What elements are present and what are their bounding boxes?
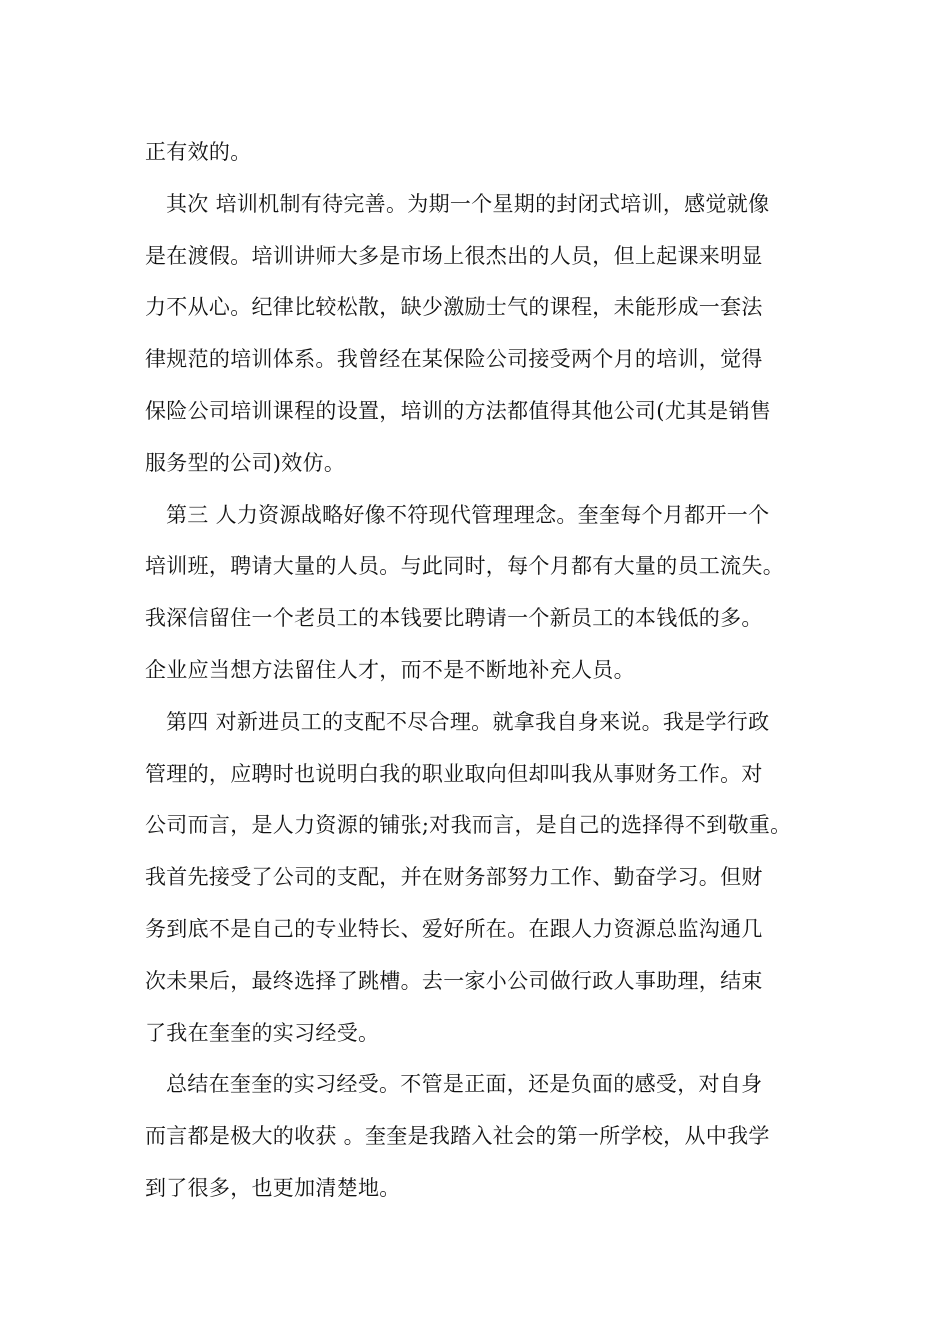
text-line: 其次 培训机制有待完善。为期一个星期的封闭式培训，感觉就像: [166, 191, 770, 216]
text-line: 我深信留住一个老员工的本钱要比聘请一个新员工的本钱低的多。: [145, 606, 763, 631]
text-line: 律规范的培训体系。我曾经在某保险公司接受两个月的培训，觉得: [145, 347, 763, 372]
text-line: 力不从心。纪律比较松散，缺少激励士气的课程，未能形成一套法: [145, 295, 763, 320]
document-body: [145, 127, 825, 1215]
text-line: 次未果后，最终选择了跳槽。去一家小公司做行政人事助理，结束: [145, 968, 763, 993]
text-line: 公司而言，是人力资源的铺张;对我而言，是自己的选择得不到敬重。: [145, 813, 792, 838]
text-line: 是在渡假。培训讲师大多是市场上很杰出的人员，但上起课来明显: [145, 243, 763, 268]
text-line: 管理的，应聘时也说明白我的职业取向但却叫我从事财务工作。对: [145, 761, 763, 786]
text-line: 我首先接受了公司的支配，并在财务部努力工作、勤奋学习。但财: [145, 865, 763, 890]
text-line: 正有效的。: [145, 140, 252, 164]
text-line: 到了很多，也更加清楚地。: [145, 1175, 401, 1200]
text-line: 企业应当想方法留住人才，而不是不断地补充人员。: [145, 657, 635, 682]
text-line: 而言都是极大的收获 。奎奎是我踏入社会的第一所学校，从中我学: [145, 1124, 770, 1149]
text-line: 务到底不是自己的专业特长、爱好所在。在跟人力资源总监沟通几: [145, 916, 763, 941]
text-line: 保险公司培训课程的设置，培训的方法都值得其他公司(尤其是销售: [145, 398, 772, 423]
text-line: 培训班，聘请大量的人员。与此同时，每个月都有大量的员工流失。: [145, 554, 784, 579]
text-line: 总结在奎奎的实习经受。不管是正面，还是负面的感受，对自身: [166, 1072, 763, 1097]
text-line: 服务型的公司)效仿。: [145, 450, 346, 475]
text-line: 了我在奎奎的实习经受。: [145, 1020, 380, 1045]
text-line: 第四 对新进员工的支配不尽合理。就拿我自身来说。我是学行政: [166, 709, 770, 734]
text-line: 第三 人力资源战略好像不符现代管理理念。奎奎每个月都开一个: [166, 502, 770, 527]
